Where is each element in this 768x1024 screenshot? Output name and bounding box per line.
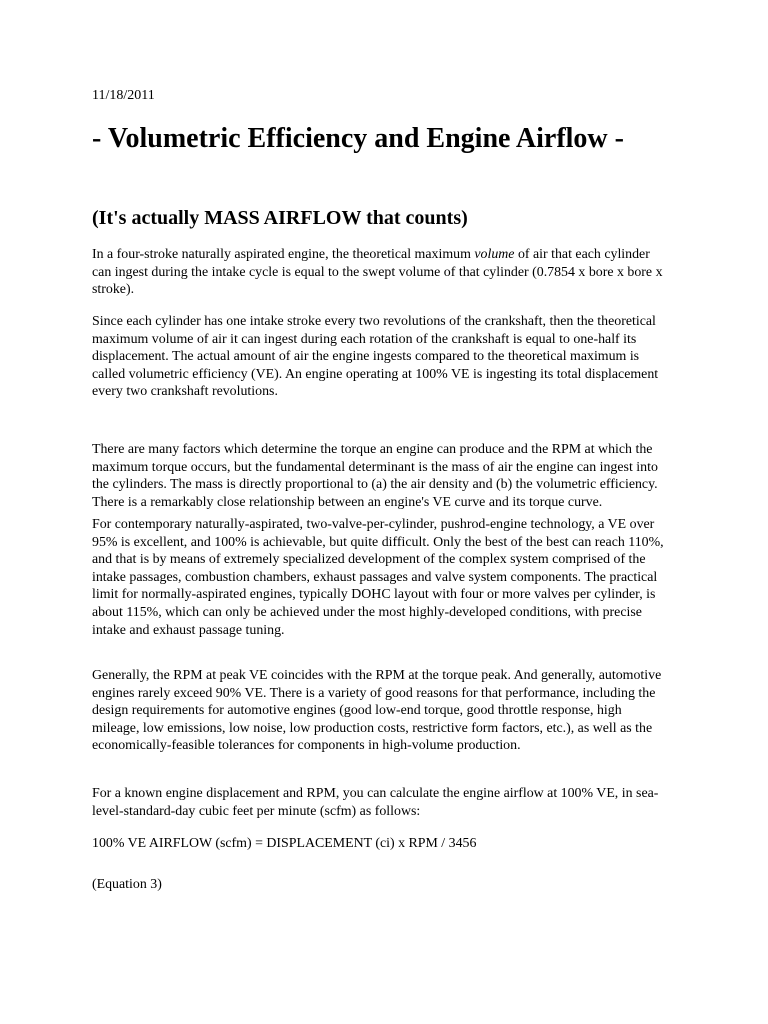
page-title: - Volumetric Efficiency and Engine Airflow - [92,123,624,154]
paragraph-theoretical-volume [92,246,672,299]
paragraph-torque-factors: There are many factors which determine the torque an engine can produce and the RPM at which the maximum torque occurs, but the fundamental determinant is the mass of air the engine can ingest into the cylinders. The mass is directly proportional to (a) the air density and (b) the volumetric efficiency. There is a remarkably close relationship between an engine's VE curve and its torque curve. [92,442,658,510]
paragraph-ve-limits: For contemporary naturally-aspirated, two-valve-per-cylinder, pushrod-engine technology, a VE over 95% is excellent, and 100% is achievable, but quite difficult. Only the best of the best can reach 110%, and that is by means of extremely specialized development of the complex system comprised of the intake passages, combustion chambers, exhaust passages and valve system components. The practical limit for normally-aspirated engines, typically DOHC layout with four or more valves per cylinder, is about 115%, which can only be achieved under the most highly-developed conditions, with precise intake and exhaust passage tuning. [92,517,664,638]
paragraph-volumetric-efficiency: Since each cylinder has one intake stroke every two revolutions of the crankshaft, then the theoretical maximum volume of air it can ingest during each rotation of the crankshaft is equal to one-half its displacement. The actual amount of air the engine ingests compared to the theoretical maximum is called volumetric efficiency (VE). An engine operating at 100% VE is ingesting its total displacement every two crankshaft revolutions. [92,314,659,400]
page-subtitle: (It's actually MASS AIRFLOW that counts) [92,207,468,229]
paragraph-text: of air that each cylinder can ingest during the intake cycle is equal to the swept volume of that cylinder (0.7854 x bore x bore x stroke). [92,247,663,298]
paragraph-text: In a four-stroke naturally aspirated engine, the theoretical maximum [92,247,475,262]
airflow-formula: 100% VE AIRFLOW (scfm) = DISPLACEMENT (ci) x RPM / 3456 [92,836,477,851]
paragraph-rpm-peak: Generally, the RPM at peak VE coincides with the RPM at the torque peak. And generally, automotive engines rarely exceed 90% VE. There is a variety of good reasons for that performance, including the design requirements for automotive engines (good low-end torque, good throttle response, high mileage, low emissions, low noise, low production costs, restrictive form factors, etc.), as well as the economically-feasible tolerances for components in high-volume production. [92,668,662,754]
equation-label: (Equation 3) [92,877,162,892]
paragraph-airflow-intro: For a known engine displacement and RPM, you can calculate the engine airflow at 100% VE, in sea-level-standard-day cubic feet per minute (scfm) as follows: [92,786,659,819]
document-date: 11/18/2011 [92,88,155,103]
emphasis-text: volume [474,247,515,262]
